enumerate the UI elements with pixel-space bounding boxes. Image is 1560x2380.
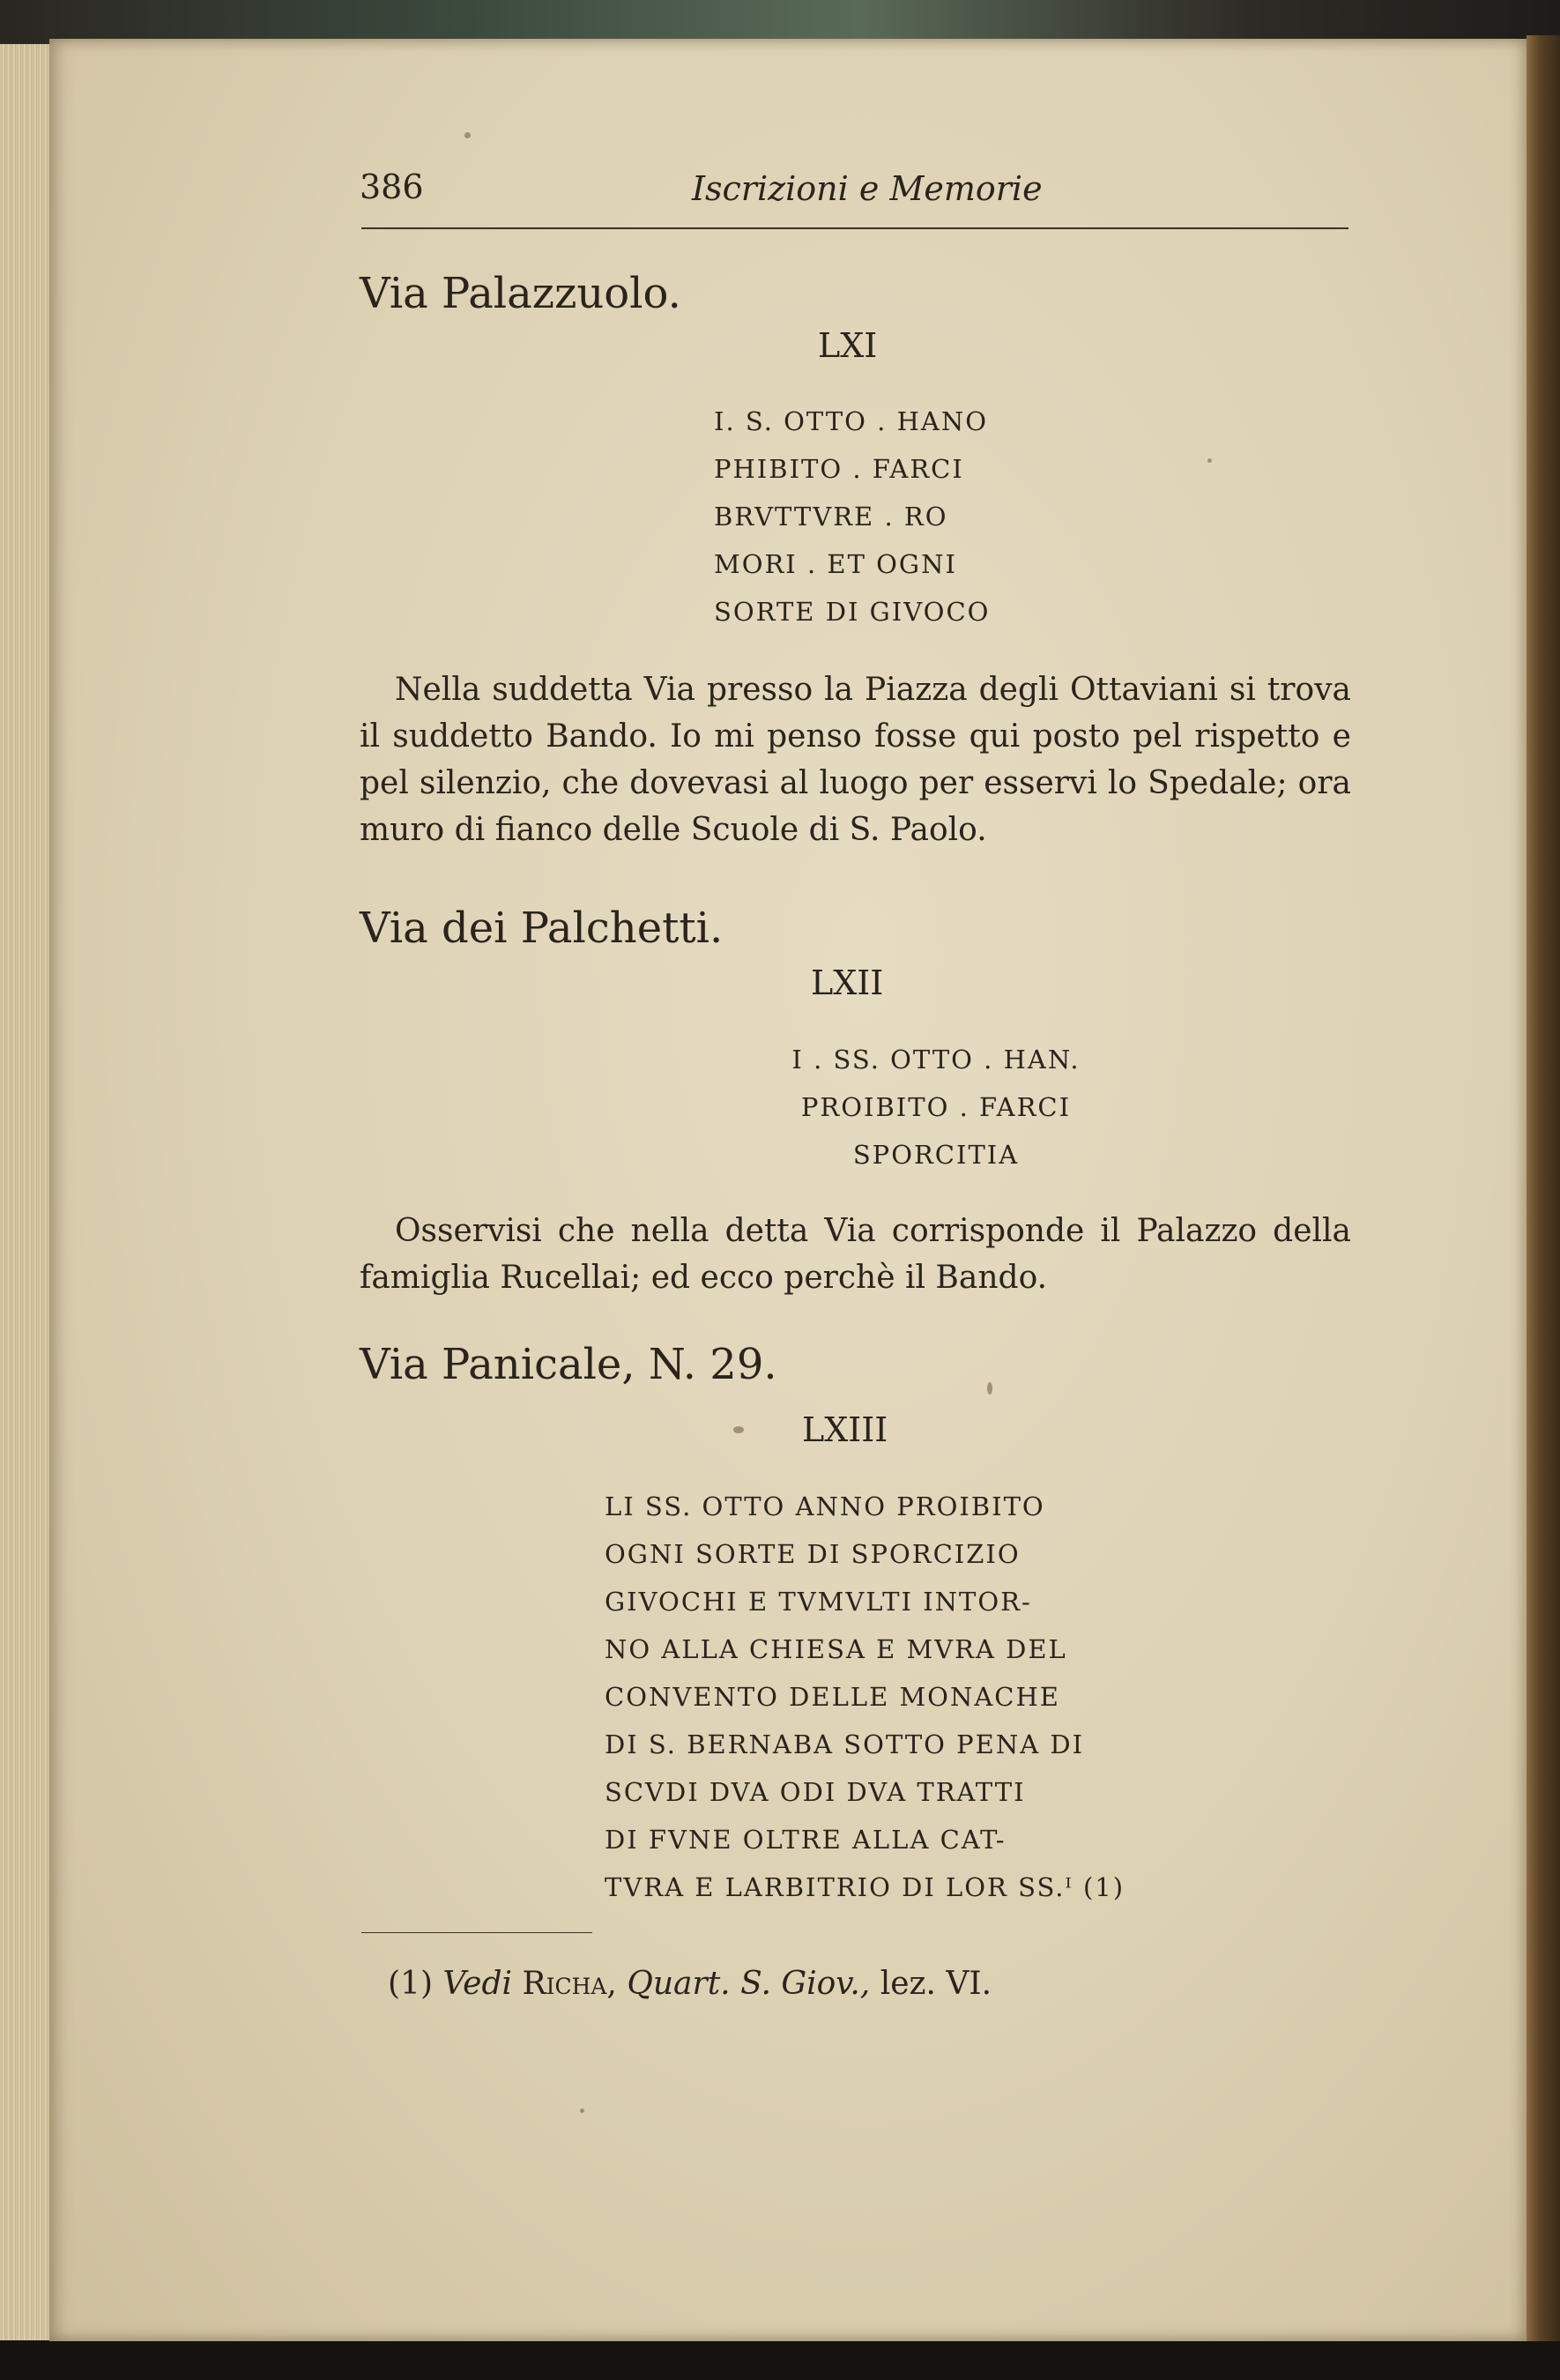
inscription-line: DI S. BERNABA SOTTO PENA DI <box>605 1729 1085 1759</box>
inscription-line: SORTE DI GIVOCO <box>714 597 991 627</box>
inscription-line: SCVDI DVA ODI DVA TRATTI <box>605 1777 1026 1807</box>
inscription-lxii <box>712 1036 1160 1179</box>
inscription-line: I. S. OTTO . HANO <box>714 406 988 436</box>
ink-speck <box>464 132 471 138</box>
inscription-line: BRVTTVRE . RO <box>714 502 948 532</box>
ink-speck <box>987 1382 992 1395</box>
inscription-line: CONVENTO DELLE MONACHE <box>605 1682 1060 1712</box>
inscription-line: PROIBITO . FARCI <box>800 1092 1072 1122</box>
footnote-author: Richa, <box>522 1966 617 2002</box>
running-title: Iscrizioni e Memorie <box>692 169 1043 208</box>
inscription-line: PHIBITO . FARCI <box>714 454 964 484</box>
inscription-numeral-lxi: LXI <box>818 326 878 365</box>
commentary-lxii <box>360 1208 1351 1301</box>
header-rule <box>361 227 1348 229</box>
inscription-line: DI FVNE OLTRE ALLA CAT- <box>605 1825 1007 1855</box>
footnote-work: Quart. S. Giov., <box>627 1966 871 2002</box>
inscription-lxiii <box>605 1483 1125 1911</box>
inscription-numeral-lxiii: LXIII <box>802 1410 888 1449</box>
ink-speck <box>733 1426 744 1433</box>
street-heading-panicale: Via Panicale, N. 29. <box>360 1340 777 1389</box>
commentary-text: Osservisi che nella detta Via corrisponde il Palazzo della famiglia Rucellai; ed ecco perchè il Bando. <box>360 1213 1351 1296</box>
inscription-lxi <box>714 398 990 636</box>
inscription-line: SPORCITIA <box>852 1140 1020 1170</box>
page-number: 386 <box>360 167 424 206</box>
footnote-reference: lez. VI. <box>880 1966 992 2002</box>
ink-speck <box>1207 458 1212 463</box>
footnote <box>388 1966 992 2002</box>
inscription-line: NO ALLA CHIESA E MVRA DEL <box>605 1634 1067 1664</box>
inscription-numeral-lxii: LXII <box>811 963 884 1002</box>
inscription-line: OGNI SORTE DI SPORCIZIO <box>605 1539 1021 1569</box>
inscription-line: LI SS. OTTO ANNO PROIBITO <box>605 1491 1045 1521</box>
footnote-rule <box>361 1932 592 1933</box>
ink-speck <box>580 2109 584 2113</box>
commentary-lxi <box>360 666 1351 853</box>
inscription-line: GIVOCHI E TVMVLTI INTOR- <box>605 1587 1032 1617</box>
street-heading-palazzuolo: Via Palazzuolo. <box>360 269 681 318</box>
commentary-text: Nella suddetta Via presso la Piazza degli Ottaviani si trova il suddetto Bando. Io mi penso fosse qui posto pel rispetto e pel silenzio, che dovevasi al luogo per esservi lo Spedale; ora muro di fianco delle Scuole di S. Paolo. <box>360 672 1351 848</box>
street-heading-palchetti: Via dei Palchetti. <box>360 904 724 953</box>
footnote-marker: (1) <box>388 1966 433 2002</box>
footnote-vedi: Vedi <box>442 1966 513 2002</box>
inscription-line: I . SS. OTTO . HAN. <box>791 1045 1081 1075</box>
inscription-line: MORI . ET OGNI <box>714 549 957 579</box>
inscription-line: TVRA E LARBITRIO DI LOR SS.ᴵ (1) <box>605 1872 1125 1902</box>
